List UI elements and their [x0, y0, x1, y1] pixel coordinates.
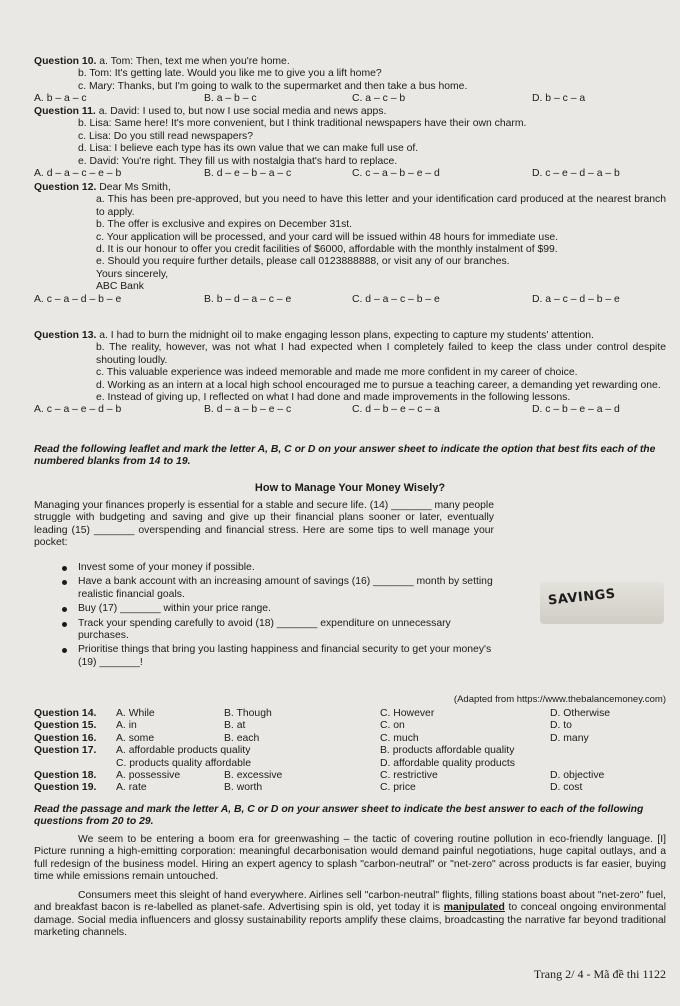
q18-head: Question 18.	[34, 769, 97, 781]
q12-head: Question 12.	[34, 182, 97, 193]
q17-option-d[interactable]: D. affordable quality products	[380, 757, 515, 769]
passage-paragraph-1: We seem to be entering a boom era for greenwashing – the tactic of covering routine pollution in eco-friendly language. [I] Picture running a high-emitting corporation: meaningful decarbonisation would demand painful negotiations, huge capital outlays, and a full redesign of the business model. Hiring an expert agency to splash "carbon-neutral" or "net-zero" across products is far easier, buying time while emissions remain untouched.	[34, 834, 666, 883]
q10-option-c[interactable]: C. a – c – b	[352, 93, 406, 105]
q17-head: Question 17.	[34, 745, 97, 757]
q14-head: Question 14.	[34, 708, 97, 719]
q18-option-c[interactable]: C. restrictive	[380, 769, 438, 781]
q17-option-c[interactable]: C. products quality affordable	[116, 757, 251, 769]
q12-option-b[interactable]: B. b – d – a – c – e	[204, 293, 292, 305]
q10-a: a. Tom: Then, text me when you're home.	[99, 56, 290, 67]
q12-b: b. The offer is exclusive and expires on December 31st.	[96, 219, 353, 231]
leaflet-intro: Managing your finances properly is essential for a stable and secure life. (14) _______ many people struggle with budgeting and saving and give up their financial plans sooner or later, eventually leading (15) _______ overspending and financial stress. Here are some tips to well manage your pocket:	[34, 500, 494, 549]
q16-option-b[interactable]: B. each	[224, 732, 260, 744]
tip-5: Prioritise things that bring you lasting happiness and financial security to get your money's (19) _______!	[62, 644, 498, 669]
answer-row-18	[34, 770, 666, 782]
q10-options	[34, 93, 666, 105]
q11-e: e. David: You're right. They fill us with nostalgia that's hard to replace.	[78, 155, 398, 167]
leaflet-title: How to Manage Your Money Wisely?	[254, 482, 446, 494]
q12-d: d. It is our honour to offer you credit facilities of $6000, affordable with the monthly instalment of $99.	[96, 244, 558, 256]
question-12	[34, 182, 666, 306]
q11-option-c[interactable]: C. c – a – b – e – d	[352, 168, 440, 180]
answer-row-17a	[34, 745, 666, 757]
q12-salute: Dear Ms Smith,	[99, 182, 171, 193]
q13-option-b[interactable]: B. d – a – b – e – c	[204, 404, 292, 416]
q12-option-a[interactable]: A. c – a – d – b – e	[34, 293, 122, 305]
answer-row-14	[34, 708, 666, 720]
q12-c: c. Your application will be processed, and your card will be issued within 48 hours for immediate use.	[96, 231, 559, 243]
q10-option-a[interactable]: A. b – a – c	[34, 93, 87, 105]
q19-option-c[interactable]: C. price	[380, 782, 416, 794]
q15-head: Question 15.	[34, 720, 97, 732]
passage-paragraph-2	[34, 890, 666, 940]
q11-option-b[interactable]: B. d – e – b – a – c	[204, 168, 292, 180]
q11-options	[34, 168, 666, 180]
question-10	[34, 56, 666, 106]
q13-e: e. Instead of giving up, I reflected on what I had done and made improvements in the following lessons.	[96, 392, 571, 404]
q18-option-d[interactable]: D. objective	[550, 769, 605, 781]
q13-head: Question 13.	[34, 330, 97, 341]
q12-a: a. This has been pre-approved, but you need to have this letter and your identification card produced at the nearest branch to apply.	[96, 194, 666, 218]
q10-head: Question 10.	[34, 56, 97, 67]
q12-options	[34, 294, 666, 306]
q11-b: b. Lisa: Same here! It's more convenient, but I think traditional newspapers have their own charm.	[78, 118, 527, 130]
q13-options	[34, 404, 666, 416]
q11-option-d[interactable]: D. c – e – d – a – b	[532, 168, 620, 180]
answer-row-15	[34, 720, 666, 732]
q12-sign: ABC Bank	[96, 281, 144, 293]
q19-option-b[interactable]: B. worth	[224, 782, 263, 794]
q15-option-a[interactable]: A. in	[116, 720, 137, 732]
question-11	[34, 106, 666, 180]
q11-head: Question 11.	[34, 106, 96, 117]
q13-b: b. The reality, however, was not what I had expected when I completely failed to keep the class under control despite shouting loudly.	[96, 342, 666, 366]
answer-row-17b	[34, 758, 666, 770]
tip-2: Have a bank account with an increasing amount of savings (16) _______ month by setting realistic financial goals.	[62, 576, 498, 601]
q12-option-d[interactable]: D. a – c – d – b – e	[532, 293, 620, 305]
q17-option-b[interactable]: B. products affordable quality	[380, 745, 515, 757]
q18-option-b[interactable]: B. excessive	[224, 769, 283, 781]
answer-row-19	[34, 782, 666, 794]
q15-option-b[interactable]: B. at	[224, 720, 246, 732]
q13-a: a. I had to burn the midnight oil to make engaging lesson plans, expecting to capture my students' attention.	[99, 330, 594, 341]
q11-a: a. David: I used to, but now I use social media and news apps.	[98, 106, 387, 117]
q16-option-a[interactable]: A. some	[116, 732, 155, 744]
leaflet-source: (Adapted from https://www.thebalancemoney.com)	[453, 694, 666, 705]
q10-b: b. Tom: It's getting late. Would you like me to give you a lift home?	[78, 68, 382, 80]
q10-option-b[interactable]: B. a – b – c	[204, 93, 257, 105]
q13-c: c. This valuable experience was indeed memorable and made me more confident in my career of choice.	[96, 367, 578, 379]
q19-option-d[interactable]: D. cost	[550, 782, 583, 794]
q14-option-c[interactable]: C. However	[380, 708, 435, 719]
instruction-14-19: Read the following leaflet and mark the letter A, B, C or D on your answer sheet to indicate the option that best fits each of the numbered blanks from 14 to 19.	[34, 444, 656, 468]
q14-option-b[interactable]: B. Though	[224, 708, 272, 719]
q16-option-d[interactable]: D. many	[550, 732, 589, 744]
q11-option-a[interactable]: A. d – a – c – e – b	[34, 168, 122, 180]
q10-c: c. Mary: Thanks, but I'm going to walk to the supermarket and then take a bus home.	[78, 80, 468, 92]
tip-3: Buy (17) _______ within your price range.	[62, 603, 498, 615]
q17-option-a[interactable]: A. affordable products quality	[116, 745, 251, 757]
q12-option-c[interactable]: C. d – a – c – b – e	[352, 293, 440, 305]
q11-c: c. Lisa: Do you still read newspapers?	[78, 130, 253, 142]
question-13	[34, 330, 666, 417]
answers-14-19	[34, 708, 666, 795]
q14-option-d[interactable]: D. Otherwise	[550, 708, 611, 719]
answer-row-16	[34, 733, 666, 745]
q13-option-a[interactable]: A. c – a – e – d – b	[34, 404, 122, 416]
q12-e: e. Should you require further details, please call 0123888888, or visit any of our branches.	[96, 256, 510, 268]
q15-option-c[interactable]: C. on	[380, 720, 405, 732]
instruction-20-29: Read the passage and mark the letter A, B, C or D on your answer sheet to indicate the best answer to each of the following questions from 20 to 29.	[34, 804, 644, 828]
page-footer: Trang 2/ 4 - Mã đề thi 1122	[533, 967, 666, 981]
q13-d: d. Working as an intern at a local high school encouraged me to pursue a teaching career, a demanding yet rewarding one.	[96, 379, 661, 391]
q13-option-d[interactable]: D. c – b – e – a – d	[532, 404, 620, 416]
tip-1: Invest some of your money if possible.	[62, 562, 498, 574]
q16-option-c[interactable]: C. much	[380, 732, 419, 744]
savings-image-text: SAVINGS	[547, 586, 617, 609]
q10-option-d[interactable]: D. b – c – a	[532, 93, 586, 105]
q11-d: d. Lisa: I believe each type has its own value that we can make full use of.	[78, 143, 419, 155]
q19-head: Question 19.	[34, 782, 97, 794]
savings-image	[540, 582, 664, 624]
passage-p2-part-a: Consumers meet this sleight of hand everywhere. Airlines sell "carbon-neutral" flights, filling stations boast about "net-zero" fuel, and breakfast bacon is re-labelled as planet-safe. Advertising spin is old, yet today it is	[34, 890, 666, 914]
q19-option-a[interactable]: A. rate	[116, 782, 147, 794]
q15-option-d[interactable]: D. to	[550, 720, 572, 732]
passage-underlined-word: manipulated	[443, 902, 505, 914]
q14-option-a[interactable]: A. While	[116, 708, 155, 719]
q18-option-a[interactable]: A. possessive	[116, 769, 181, 781]
q16-head: Question 16.	[34, 732, 97, 744]
q13-option-c[interactable]: C. d – b – e – c – a	[352, 404, 440, 416]
tip-4: Track your spending carefully to avoid (18) _______ expenditure on unnecessary purchases.	[62, 618, 498, 643]
passage-p2-part-b: to conceal ongoing environmental damage. Social media influencers and glossy sustainability reports amplify these claims, broadcasting the narrative far beyond traditional marketing channels.	[34, 902, 667, 939]
q12-close: Yours sincerely,	[96, 268, 169, 280]
